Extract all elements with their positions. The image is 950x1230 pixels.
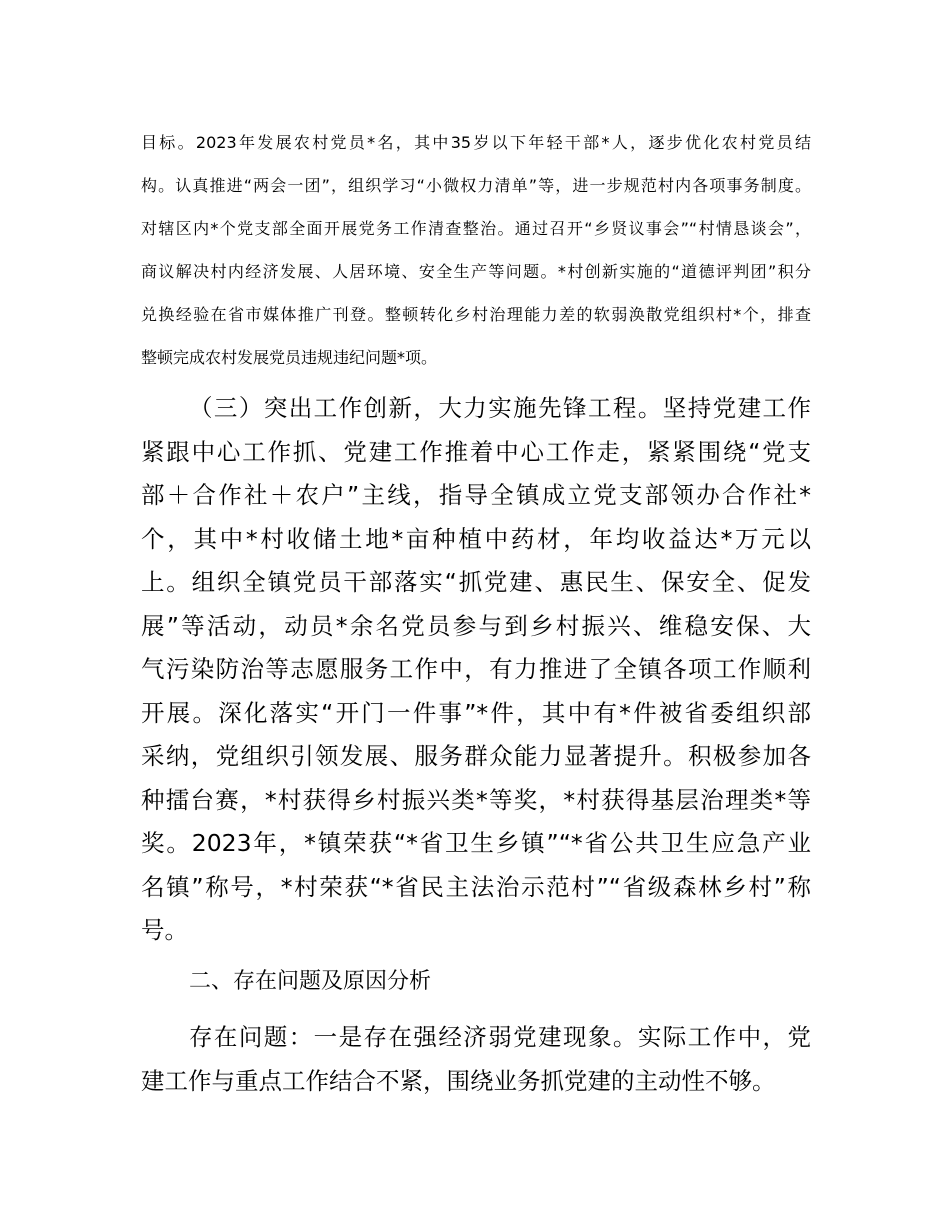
- text-line: 开展。深化落实“开门一件事”*件，其中有*件被省委组织部: [141, 698, 811, 727]
- text-line: 号。: [141, 916, 188, 944]
- text-line: 奖。2023年，*镇荣获“*省卫生乡镇”“*省公共卫生应急产业: [141, 829, 811, 857]
- text-line: 兑换经验在省市媒体推广刊登。整顿转化乡村治理能力差的软弱涣散党组织村*个，排查: [141, 305, 811, 324]
- text-line: 名镇”称号，*村荣获“*省民主法治示范村”“省级森林乡村”称: [141, 872, 811, 901]
- text-line: 个，其中*村收储土地*亩种植中药材，年均收益达*万元以: [141, 524, 811, 553]
- section-heading: 二、存在问题及原因分析: [189, 969, 432, 994]
- text-line: 构。认真推进“两会一团”，组织学习“小微权力清单”等，进一步规范村内各项事务制度。: [141, 176, 811, 195]
- text-line: 紧跟中心工作抓、党建工作推着中心工作走，紧紧围绕“党支: [141, 437, 811, 466]
- text-line: 气污染防治等志愿服务工作中，有力推进了全镇各项工作顺利: [141, 655, 811, 683]
- text-line: 商议解决村内经济发展、人居环境、安全生产等问题。*村创新实施的“道德评判团”积分: [141, 262, 811, 281]
- paragraph-continued: [141, 121, 811, 379]
- paragraph-problems: [141, 1016, 811, 1103]
- text-line: 目标。2023年发展农村党员*名，其中35岁以下年轻干部*人，逐步优化农村党员结: [141, 133, 811, 152]
- text-line: 上。组织全镇党员干部落实“抓党建、惠民生、保安全、促发: [141, 568, 811, 596]
- text-line: 部＋合作社＋农户”主线，指导全镇成立党支部领办合作社*: [141, 481, 811, 509]
- text-line: 种擂台赛，*村获得乡村振兴类*等奖，*村获得基层治理类*等: [141, 785, 811, 814]
- text-line: 存在问题：一是存在强经济弱党建现象。实际工作中，党: [189, 1023, 811, 1051]
- text-line: 对辖区内*个党支部全面开展党务工作清查整治。通过召开“乡贤议事会”“村情恳谈会”，: [141, 219, 811, 238]
- paragraph-innovation: [141, 387, 811, 953]
- text-line: 整顿完成农村发展党员违规违纪问题*项。: [141, 348, 438, 367]
- text-line: 展”等活动，动员*余名党员参与到乡村振兴、维稳安保、大: [141, 611, 811, 640]
- text-line: 采纳，党组织引领发展、服务群众能力显著提升。积极参加各: [141, 742, 811, 770]
- text-line: （三）突出工作创新，大力实施先锋工程。坚持党建工作: [189, 394, 811, 422]
- text-line: 建工作与重点工作结合不紧，围绕业务抓党建的主动性不够。: [141, 1066, 776, 1095]
